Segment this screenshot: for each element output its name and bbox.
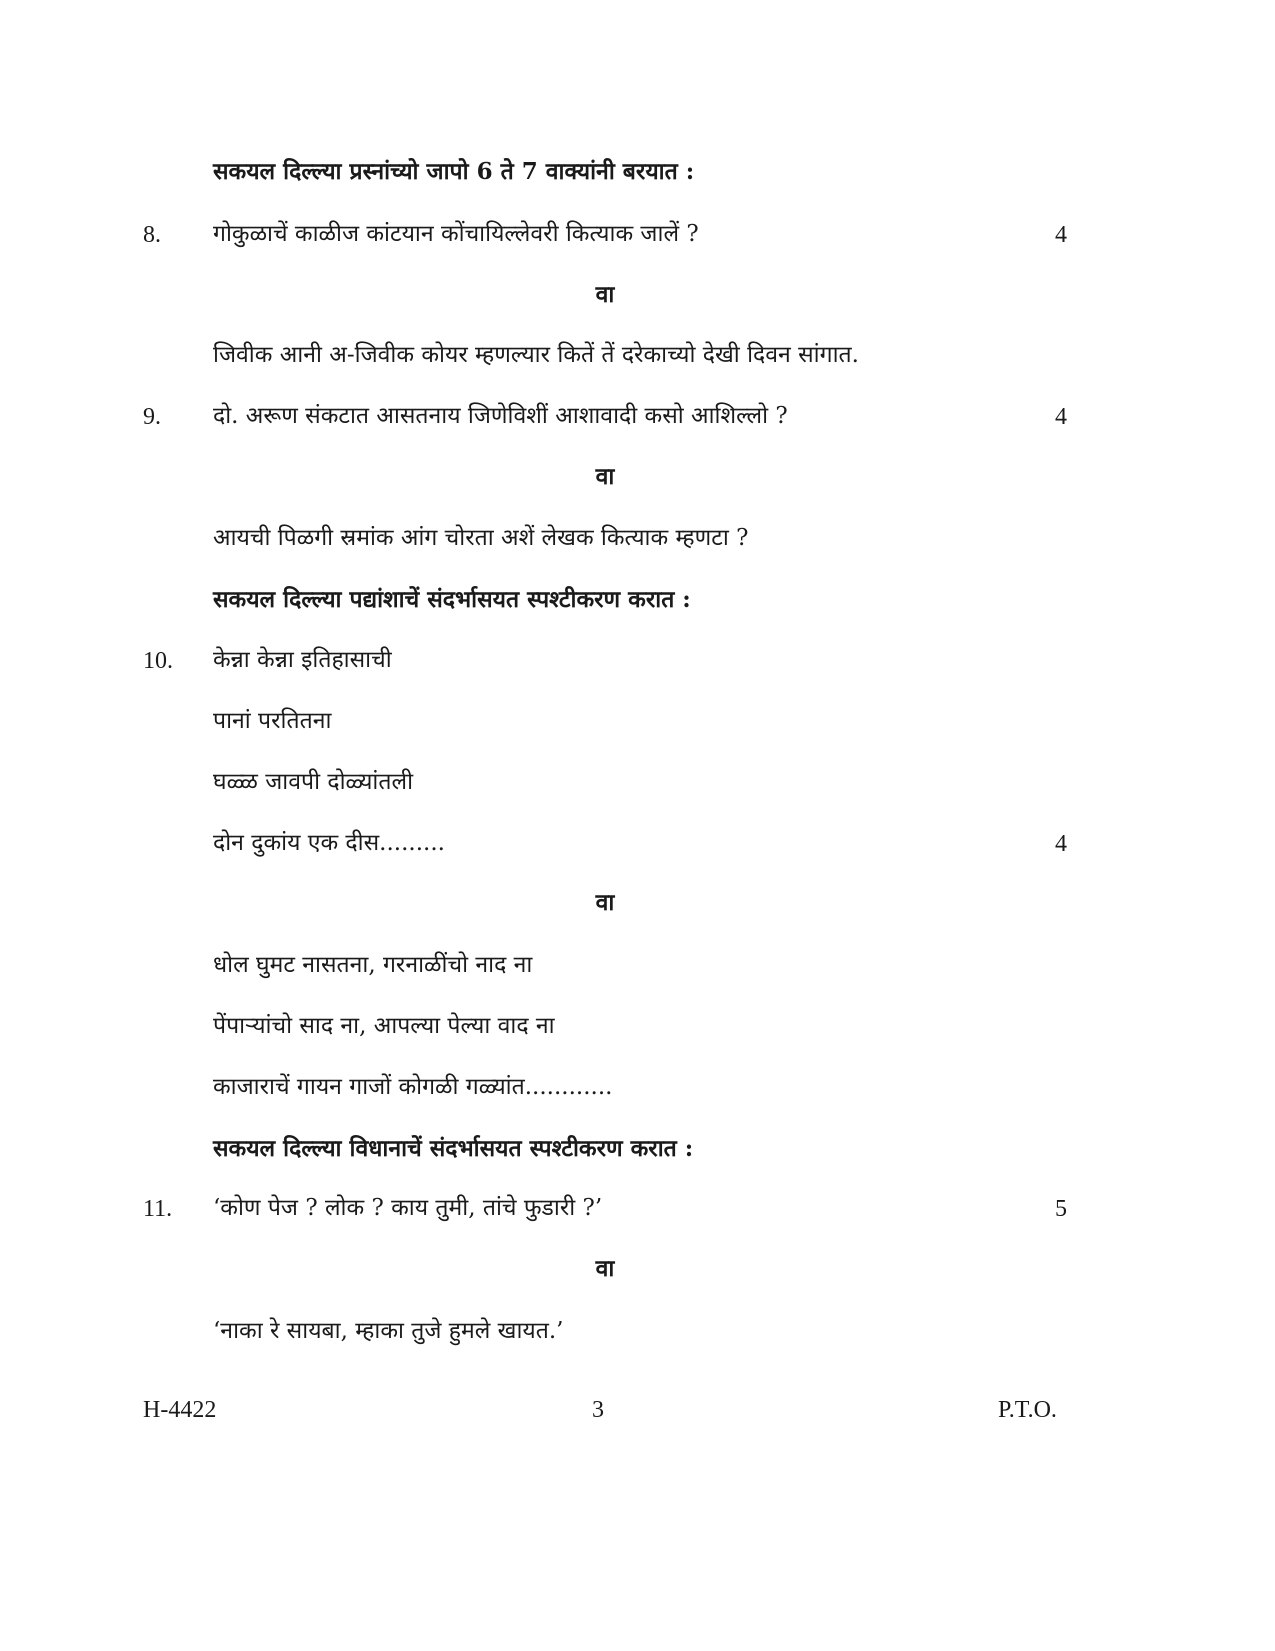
question-9-text: दो. अरूण संकटात आसतनाय जिणेविशीं आशावादी कसो आशिल्लो ? <box>213 403 788 429</box>
section-heading-short-answers: सकयल दिल्ल्या प्रस्नांच्यो जापो 6 ते 7 वाक्यांनी बरयात : <box>213 158 695 185</box>
question-10-line: घळ्ळ जावपी दोळ्यांतली <box>213 769 414 795</box>
question-9-number: 9. <box>143 404 161 430</box>
footer-page-number: 3 <box>592 1397 604 1423</box>
question-8-alternative: जिवीक आनी अ-जिवीक कोयर म्हणल्यार कितें तें दरेकाच्यो देखी दिवन सांगात. <box>213 342 859 368</box>
question-11-marks: 5 <box>1055 1196 1067 1222</box>
question-10-alt-line: धोल घुमट नासतना, गरनाळींचो नाद ना <box>213 952 533 978</box>
section-heading-poetry: सकयल दिल्ल्या पद्यांशाचें संदर्भासयत स्पश्टीकरण करात : <box>213 586 691 613</box>
question-10-line: पानां परतितना <box>213 708 332 734</box>
question-10-line: दोन दुकांय एक दीस......... <box>213 830 445 856</box>
question-11-number: 11. <box>143 1196 173 1222</box>
or-separator: वा <box>595 889 615 916</box>
footer-pto: P.T.O. <box>998 1397 1057 1423</box>
question-9-marks: 4 <box>1055 404 1067 430</box>
footer-paper-code: H-4422 <box>143 1397 217 1423</box>
section-heading-statements: सकयल दिल्ल्या विधानाचें संदर्भासयत स्पश्टीकरण करात : <box>213 1135 694 1162</box>
question-11-alternative: ‘नाका रे सायबा, म्हाका तुजे हुमले खायत.’ <box>213 1318 564 1344</box>
or-separator: वा <box>595 463 615 490</box>
question-8-number: 8. <box>143 222 161 248</box>
or-separator: वा <box>595 281 615 308</box>
question-10-alt-line: पेंपाऱ्यांचो साद ना, आपल्या पेल्या वाद ना <box>213 1013 555 1039</box>
question-8-text: गोकुळाचें काळीज कांटयान कोंचायिल्लेवरी कित्याक जालें ? <box>213 221 699 247</box>
question-11-text: ‘कोण पेज ? लोक ? काय तुमी, तांचे फुडारी ?’ <box>213 1195 603 1221</box>
question-10-marks: 4 <box>1055 831 1067 857</box>
question-10-line: केन्ना केन्ना इतिहासाची <box>213 647 392 673</box>
question-10-number: 10. <box>143 648 173 674</box>
question-8-marks: 4 <box>1055 222 1067 248</box>
or-separator: वा <box>595 1255 615 1282</box>
question-9-alternative: आयची पिळगी स्रमांक आंग चोरता अशें लेखक कित्याक म्हणटा ? <box>213 525 749 551</box>
question-10-alt-line: काजाराचें गायन गाजों कोगळी गळ्यांत............ <box>213 1074 613 1100</box>
